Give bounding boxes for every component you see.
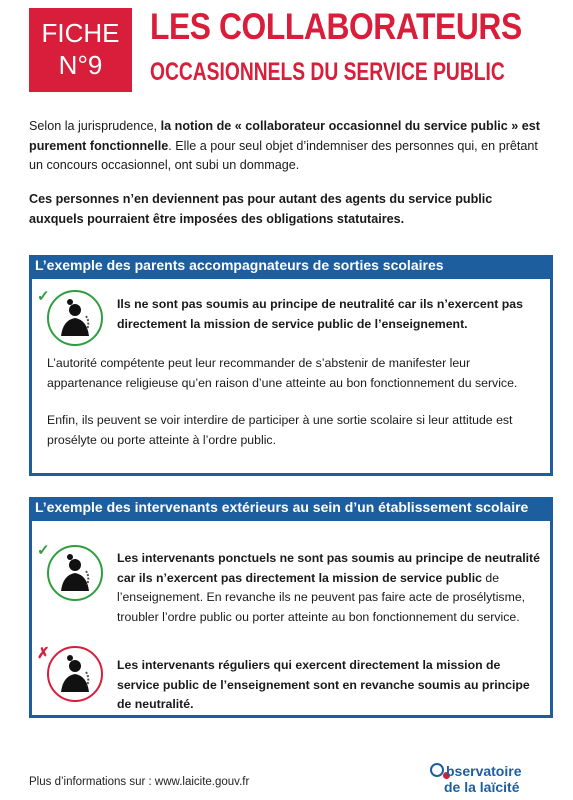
section1-heading: L’exemple des parents accompagnateurs de sorties scolaires [29, 255, 553, 276]
check-icon: ✓ [37, 288, 50, 305]
intro-p1-bold: la notion de « collaborateur occasionnel du service public » est purement fonctionnelle [29, 119, 540, 153]
page-title: LES COLLABORATEURS [150, 6, 522, 47]
intro-paragraph-1 [29, 117, 549, 176]
intro-p1-start: Selon la jurisprudence, [29, 119, 161, 133]
section2-item-2: Les intervenants réguliers qui exercent directement la mission de service public de l’enseignement sont en revanche soumis au principe de neutralité. [117, 658, 530, 711]
section1-paragraph-2: Enfin, ils peuvent se voir interdire de participer à une sortie scolaire si leur attitude est prosélyte ou porte atteinte à l’ordre public. [47, 413, 513, 447]
footer-info: Plus d’informations sur : www.laicite.gouv.fr [29, 776, 250, 788]
fiche-badge [29, 8, 132, 92]
fiche-number: N°9 [58, 50, 103, 80]
section1-paragraph-1: L’autorité compétente peut leur recommander de s’abstenir de manifester leur appartenance religieuse qu’en raison d’une atteinte au bon fonctionnement du service. [47, 356, 518, 390]
section2-item-1-bold: Les intervenants ponctuels ne sont pas soumis au principe de neutralité car ils n’exercent pas directement la mission de service public [117, 551, 540, 585]
cross-icon: ✗ [37, 645, 50, 662]
person-icon [47, 646, 103, 702]
section1-statement: Ils ne sont pas soumis au principe de neutralité car ils n’exercent pas directement la mission de service public de l’enseignement. [117, 297, 523, 331]
person-icon [47, 545, 103, 601]
section2-box [29, 518, 553, 718]
section1-box [29, 276, 553, 476]
page-subtitle: OCCASIONNELS DU SERVICE PUBLIC [150, 58, 505, 86]
logo-line-1: bservatoire [446, 763, 522, 779]
intro-paragraph-2: Ces personnes n’en deviennent pas pour autant des agents du service public auxquels pourraient être imposées des obligations statutaires. [29, 192, 493, 226]
logo-o-icon [430, 763, 444, 777]
person-icon [47, 290, 103, 346]
intro-p1-end: . Elle a pour seul objet d’indemniser des personnes qui, en prêtant un concours occasionnel, ont subi un dommage. [29, 138, 538, 172]
fiche-label: FICHE [41, 18, 120, 48]
section2-item-1 [117, 549, 542, 627]
logo-line-2: de la laïcité [444, 779, 520, 795]
section2-heading: L’exemple des intervenants extérieurs au sein d’un établissement scolaire [29, 497, 553, 518]
check-icon: ✓ [37, 542, 50, 559]
section2-item-1-rest: de l’enseignement. En revanche ils ne peuvent pas faire acte de prosélytisme, troubler l’ordre public ou porter atteinte au bon fonctionnement du service. [117, 570, 526, 624]
